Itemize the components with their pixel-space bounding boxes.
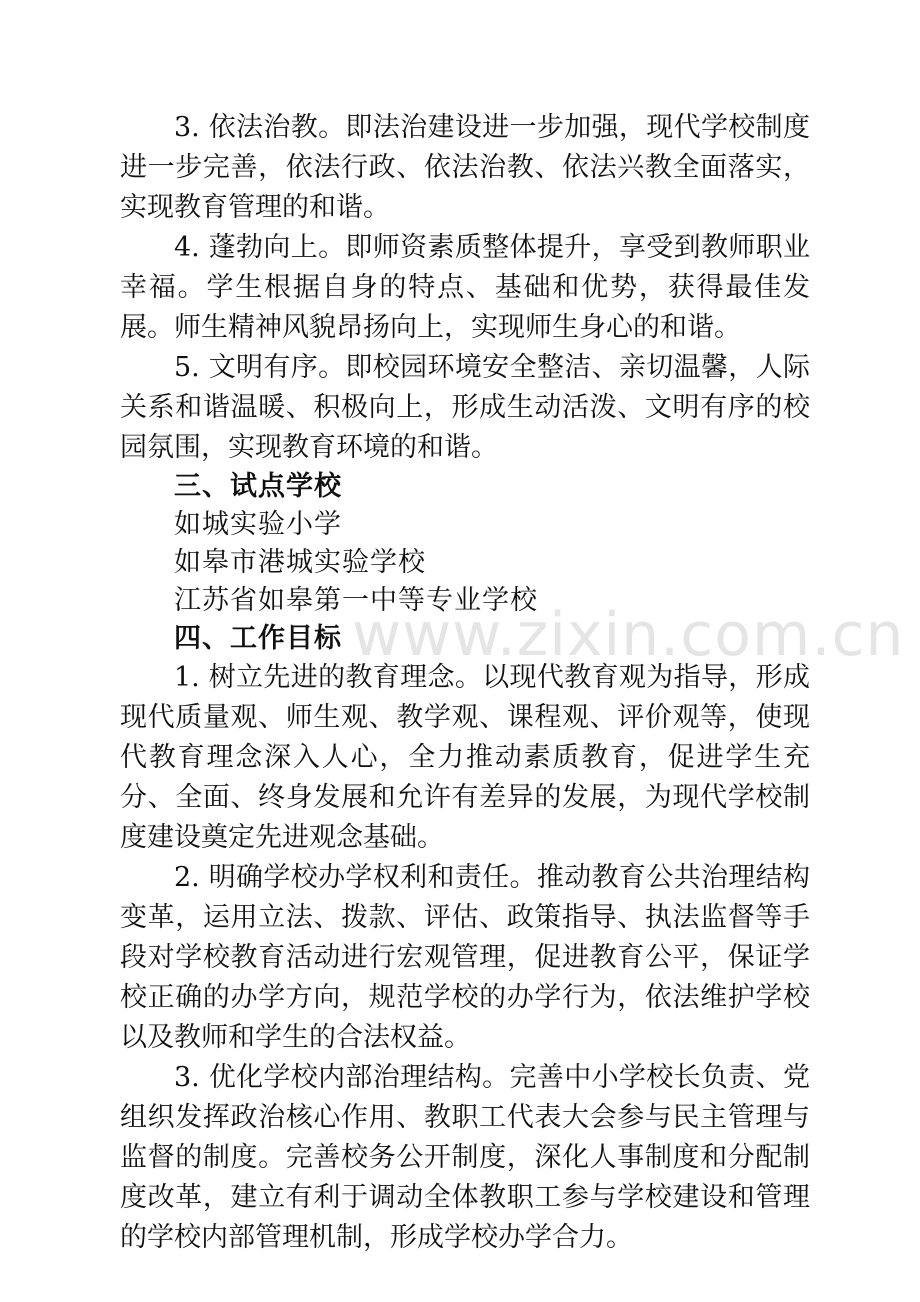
paragraph-rule-of-law: 3. 依法治教。即法治建设进一步加强，现代学校制度进一步完善，依法行政、依法治教、依法兴教全面落实，实现教育管理的和谐。 [120, 112, 810, 223]
document-body [120, 108, 810, 1258]
paragraph-goal-1: 1. 树立先进的教育理念。以现代教育观为指导，形成现代质量观、师生观、教学观、课程观、评价观等，使现代教育理念深入人心，全力推动素质教育，促进学生充分、全面、终身发展和允许有差异的发展，为现代学校制度建设奠定先进观念基础。 [120, 662, 810, 853]
watermark: www.zixin.com.cn [352, 600, 905, 670]
section-heading-work-goals: 四、工作目标 [174, 623, 342, 654]
paragraph-goal-3: 3. 优化学校内部治理结构。完善中小学校长负责、党组织发挥政治核心作用、教职工代表大会参与民主管理与监督的制度。完善校务公开制度，深化人事制度和分配制度改革，建立有利于调动全体教职工参与学校建设和管理的学校内部管理机制，形成学校办学合力。 [120, 1062, 810, 1253]
paragraph-vigorous-upward: 4. 蓬勃向上。即师资素质整体提升，享受到教师职业幸福。学生根据自身的特点、基础和优势，获得最佳发展。师生精神风貌昂扬向上，实现师生身心的和谐。 [120, 232, 810, 343]
paragraph-civilized-order: 5. 文明有序。即校园环境安全整洁、亲切温馨，人际关系和谐温暖、积极向上，形成生动活泼、文明有序的校园氛围，实现教育环境的和谐。 [120, 352, 810, 463]
school-item: 如皋市港城实验学校 [174, 547, 426, 578]
section-heading-pilot-schools: 三、试点学校 [174, 471, 342, 502]
school-item: 江苏省如皋第一中等专业学校 [174, 585, 538, 616]
school-item: 如城实验小学 [174, 509, 342, 540]
paragraph-goal-2: 2. 明确学校办学权利和责任。推动教育公共治理结构变革，运用立法、拨款、评估、政策指导、执法监督等手段对学校教育活动进行宏观管理，促进教育公平，保证学校正确的办学方向，规范学校的办学行为，依法维护学校以及教师和学生的合法权益。 [120, 862, 810, 1053]
